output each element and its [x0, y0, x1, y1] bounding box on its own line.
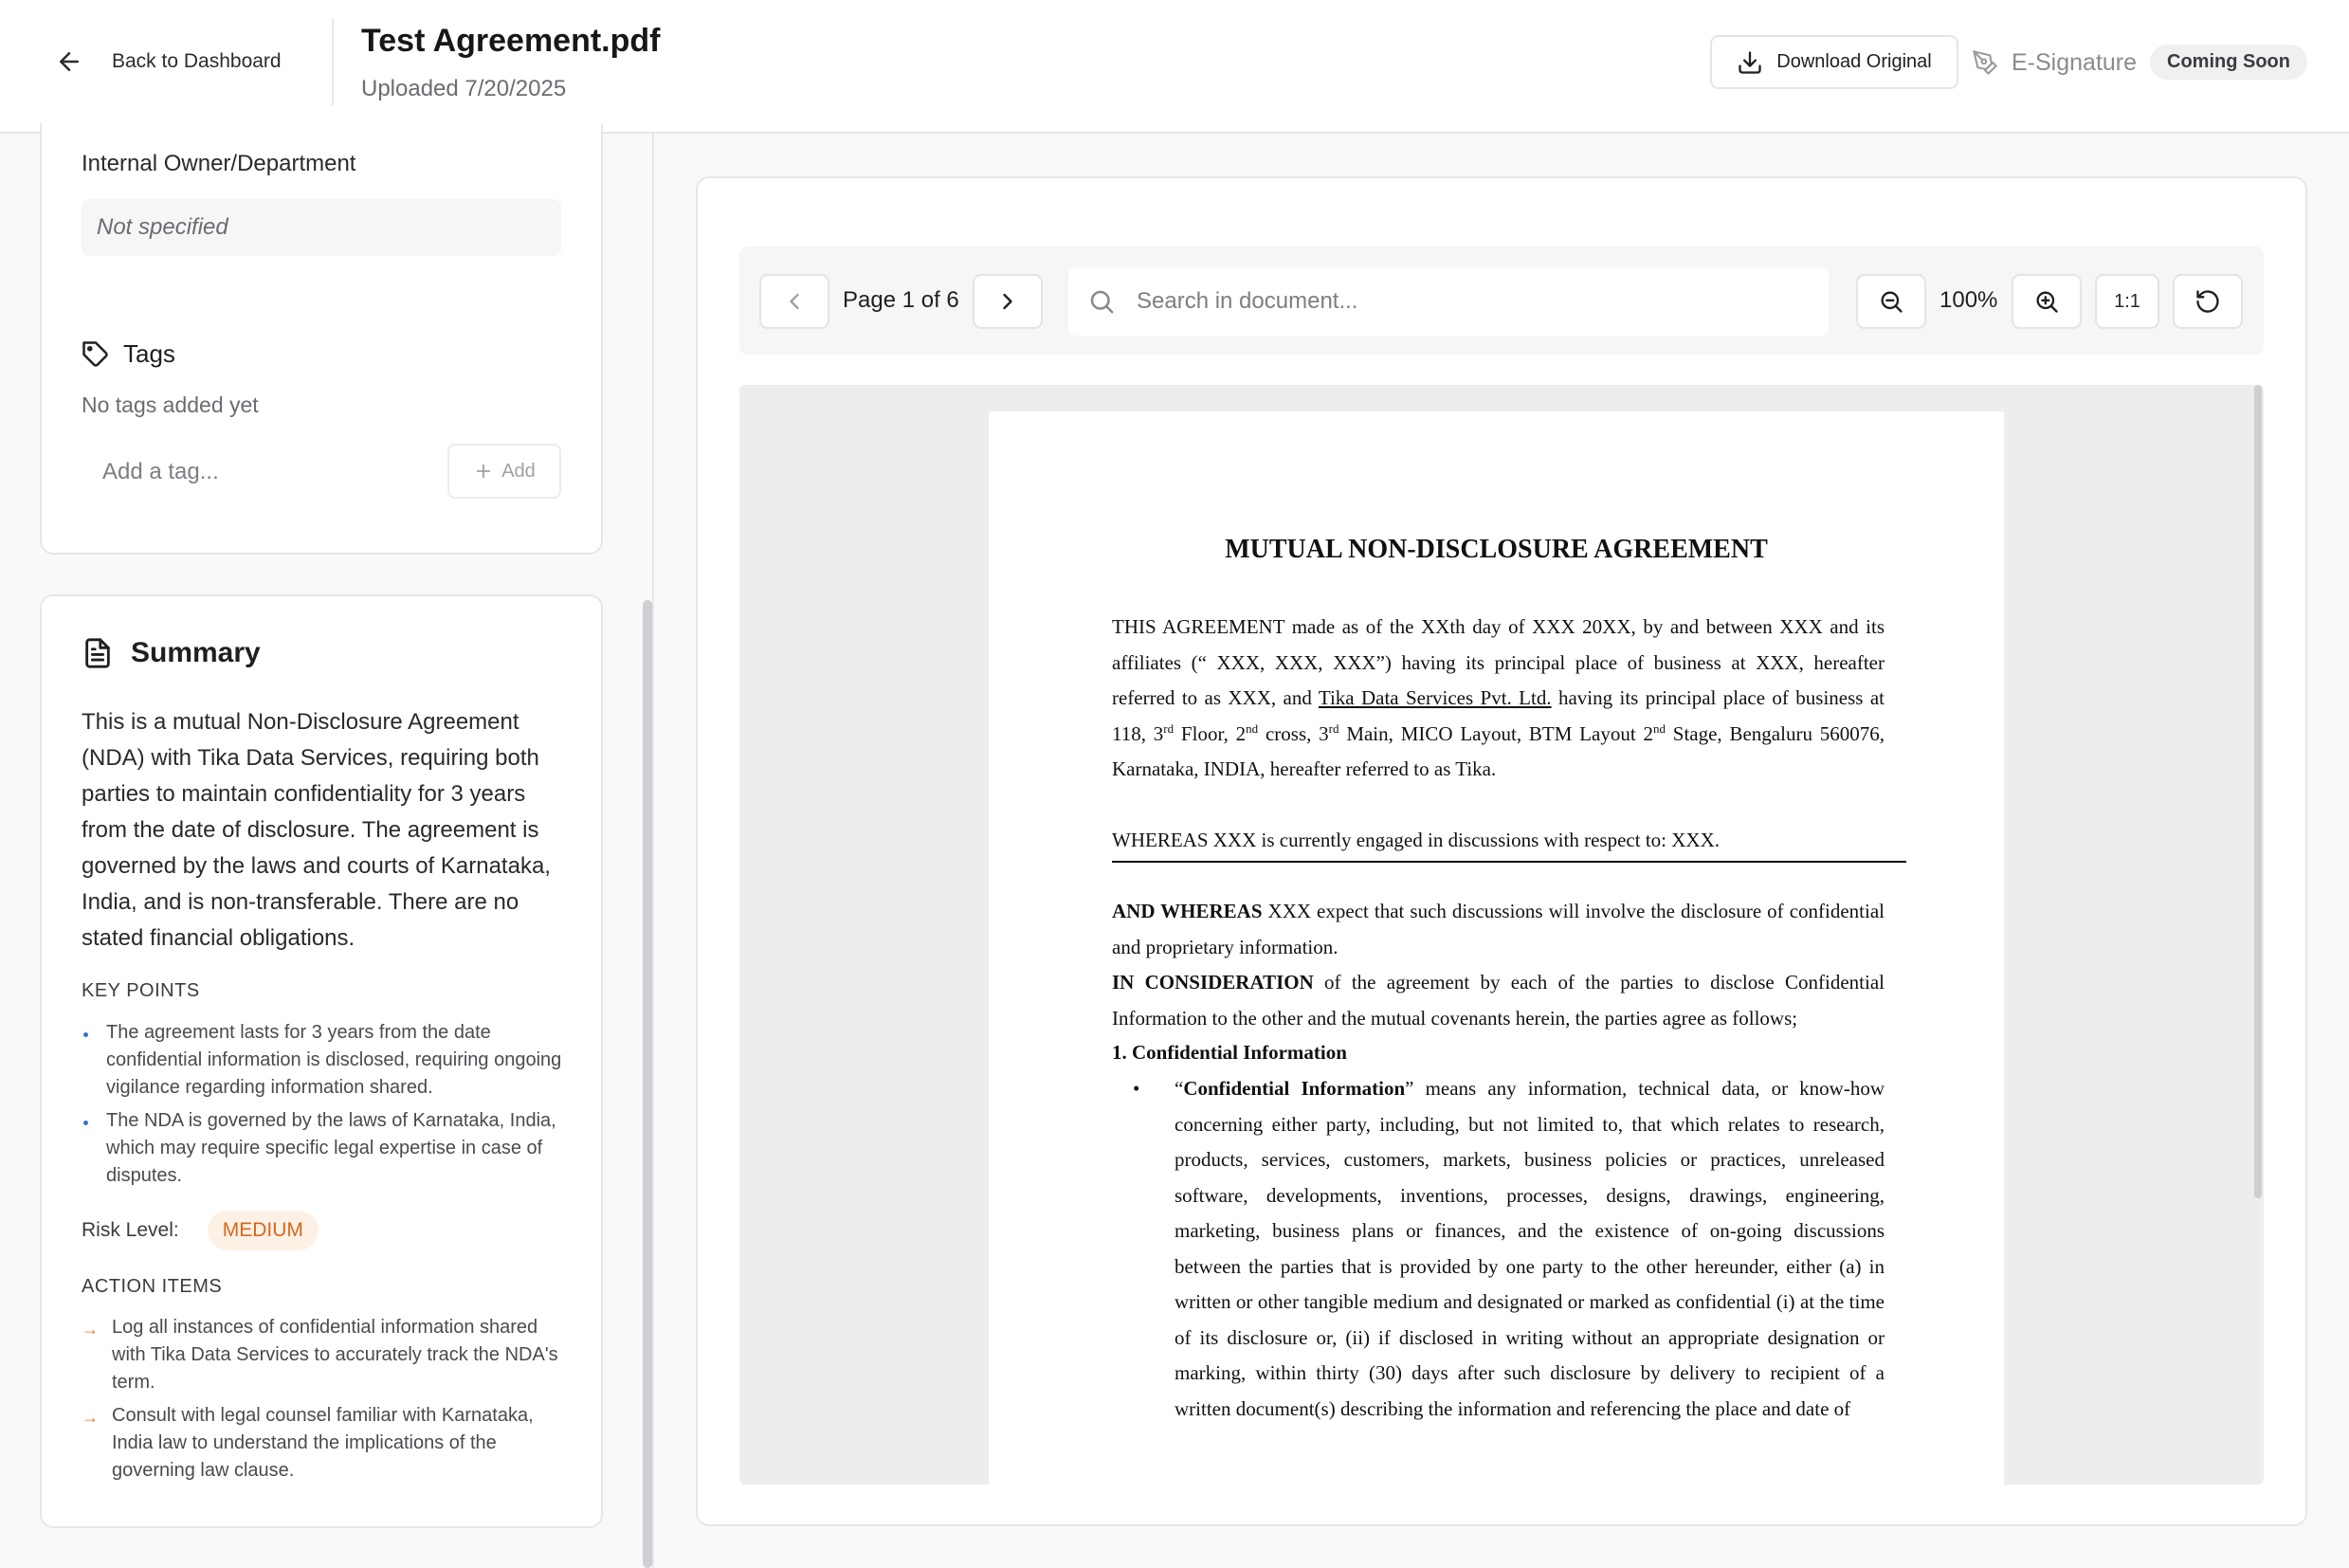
key-point-text: The NDA is governed by the laws of Karnataka, India, which may require specific legal expertise in case of disputes.: [106, 1110, 556, 1186]
header-divider: [332, 19, 334, 105]
bold-run: AND WHEREAS: [1112, 900, 1263, 922]
left-panel-scrollbar[interactable]: [643, 600, 652, 1568]
action-item-text: Log all instances of confidential information shared with Tika Data Services to accurately track the NDA's term.: [112, 1317, 558, 1393]
rotate-ccw-icon: [2194, 288, 2221, 315]
document-scrollbar[interactable]: [2254, 385, 2262, 1198]
bold-run: IN CONSIDERATION: [1112, 971, 1314, 994]
pen-tool-icon: [1972, 49, 1998, 76]
document-search: [1068, 267, 1829, 336]
add-tag-input[interactable]: [82, 446, 432, 499]
bullet-dot: [83, 1121, 88, 1125]
owner-value: Not specified: [82, 199, 561, 256]
tags-label: Tags: [123, 339, 175, 368]
add-tag-button[interactable]: [447, 444, 561, 499]
document-page: [989, 411, 2004, 1485]
superscript: nd: [1652, 720, 1666, 736]
arrow-left-icon: [55, 47, 83, 76]
no-tags-text: No tags added yet: [82, 392, 259, 417]
bold-run: Confidential Information: [1183, 1077, 1406, 1100]
superscript: nd: [1246, 720, 1259, 736]
risk-badge: MEDIUM: [208, 1211, 319, 1250]
text-run: of the agreement by each of the parties to disclose Confidential Information to the other and the mutual covenants herein, the parties agree as follows;: [1112, 971, 1885, 1030]
horizontal-rule: [1112, 861, 1906, 863]
search-input[interactable]: [1137, 288, 1800, 315]
owner-label: Internal Owner/Department: [82, 151, 356, 176]
section-heading: 1. Confidential Information: [1112, 1041, 1347, 1064]
agreement-paragraph-and-whereas: [1112, 894, 1885, 965]
summary-text: This is a mutual Non-Disclosure Agreement (NDA) with Tika Data Services, requiring both parties to maintain confidentiality for 3 years from the date of disclosure. The agreement is governed by the laws and courts of Karnataka, India, and is non-transferable. There are no stated financial obligations.: [82, 709, 551, 951]
download-icon: [1737, 49, 1763, 76]
agreement-paragraph-consideration: [1112, 965, 1885, 1036]
zoom-level: 100%: [1939, 287, 1998, 313]
agreement-paragraph-whereas: WHEREAS XXX is currently engaged in discussions with respect to: XXX.: [1112, 829, 1720, 851]
summary-heading: [82, 637, 261, 669]
zoom-in-icon: [2033, 288, 2060, 315]
key-point-item: [82, 1107, 565, 1190]
action-item: [82, 1402, 565, 1485]
risk-label: Risk Level:: [82, 1219, 179, 1241]
company-name: Tika Data Services Pvt. Ltd.: [1318, 686, 1552, 709]
top-header: [0, 0, 2349, 134]
superscript: rd: [1328, 720, 1339, 736]
next-page-button[interactable]: [973, 274, 1043, 329]
tag-icon: [82, 340, 110, 369]
back-label: Back to Dashboard: [112, 50, 282, 72]
key-point-item: [82, 1019, 565, 1102]
tags-heading: [82, 339, 175, 369]
zoom-in-button[interactable]: [2012, 274, 2082, 329]
download-original-button[interactable]: [1710, 35, 1958, 89]
search-icon: [1087, 287, 1116, 316]
risk-level-row: [82, 1211, 319, 1250]
agreement-paragraph-parties: [1112, 610, 1885, 788]
agreement-title: MUTUAL NON-DISCLOSURE AGREEMENT: [1225, 535, 1768, 564]
action-item-text: Consult with legal counsel familiar with Karnataka, India law to understand the implications of the governing law clause.: [112, 1405, 534, 1481]
text-run: Stage, Bengaluru 560076, Karnataka, INDIA, hereafter referred to as Tika.: [1112, 721, 1885, 780]
text-run: THIS AGREEMENT made as of the XXth day of XXX 20XX, by and between XXX and its affiliates (“ XXX, XXX, XXX”) having its principal place of business at XXX, hereafter referred to as XXX, and: [1112, 615, 1885, 709]
text-run: Floor, 2: [1174, 721, 1247, 745]
bullet-mark: •: [1133, 1077, 1140, 1100]
download-label: Download Original: [1776, 51, 1932, 72]
arrow-right-icon: →: [82, 1320, 99, 1339]
text-run: ” means any information, technical data, or know-how concerning either party, including, but not limited to, that which relates to research, products, services, customers, markets, business policies or practices, unreleased software, developments, inventions, processes, designs, drawings, engineering, marketing, business plans or finances, and the existence of on-going discussions between the parties that is provided by one party to the other hereunder, either (a) in written or other tangible medium and designated or marked as confidential (i) at the time of its disclosure or, (ii) if disclosed in writing without an appropriate designation or marking, within thirty (30) days after such disclosure by delivery to recipient of a written document(s) describing the information and referencing the place and date of: [1174, 1077, 1885, 1420]
zoom-out-icon: [1878, 288, 1904, 315]
text-run: cross, 3: [1258, 721, 1329, 745]
definition-bullet: [1133, 1071, 1885, 1427]
reset-rotate-button[interactable]: [2173, 274, 2243, 329]
arrow-right-icon: →: [82, 1408, 99, 1427]
summary-title: Summary: [131, 637, 261, 668]
action-items-title: ACTION ITEMS: [82, 1276, 223, 1297]
e-signature-label: E-Signature: [2012, 48, 2138, 76]
add-label: Add: [501, 460, 536, 482]
text-run: having its principal place of business at 118, 3: [1112, 686, 1885, 745]
chevron-left-icon: [781, 288, 808, 315]
actual-size-button[interactable]: 1:1: [2095, 274, 2159, 329]
action-item: [82, 1314, 565, 1396]
bullet-text: [1140, 1071, 1885, 1427]
previous-page-button[interactable]: [759, 274, 829, 329]
chevron-right-icon: [994, 288, 1021, 315]
text-run: Main, MICO Layout, BTM Layout 2: [1338, 721, 1653, 745]
back-to-dashboard-link[interactable]: [55, 42, 282, 82]
page-indicator: Page 1 of 6: [843, 287, 959, 313]
zoom-out-button[interactable]: [1856, 274, 1926, 329]
bullet-dot: [83, 1032, 88, 1037]
plus-icon: [473, 461, 494, 482]
superscript: rd: [1163, 720, 1174, 736]
key-point-text: The agreement lasts for 3 years from the date confidential information is disclosed, requiring ongoing vigilance regarding information shared.: [106, 1022, 562, 1098]
key-points-list: [82, 1019, 565, 1195]
upload-date: Uploaded 7/20/2025: [361, 76, 567, 101]
text-run: XXX expect that such discussions will involve the disclosure of confidential and proprietary information.: [1112, 900, 1885, 958]
key-points-title: KEY POINTS: [82, 980, 200, 1001]
action-items-list: [82, 1314, 565, 1490]
document-title: Test Agreement.pdf: [361, 23, 661, 59]
e-signature-item: [1972, 42, 2137, 83]
panel-divider: [652, 134, 654, 1568]
coming-soon-badge: Coming Soon: [2150, 45, 2307, 80]
file-text-icon: [82, 637, 114, 669]
text-run: “: [1174, 1077, 1184, 1100]
